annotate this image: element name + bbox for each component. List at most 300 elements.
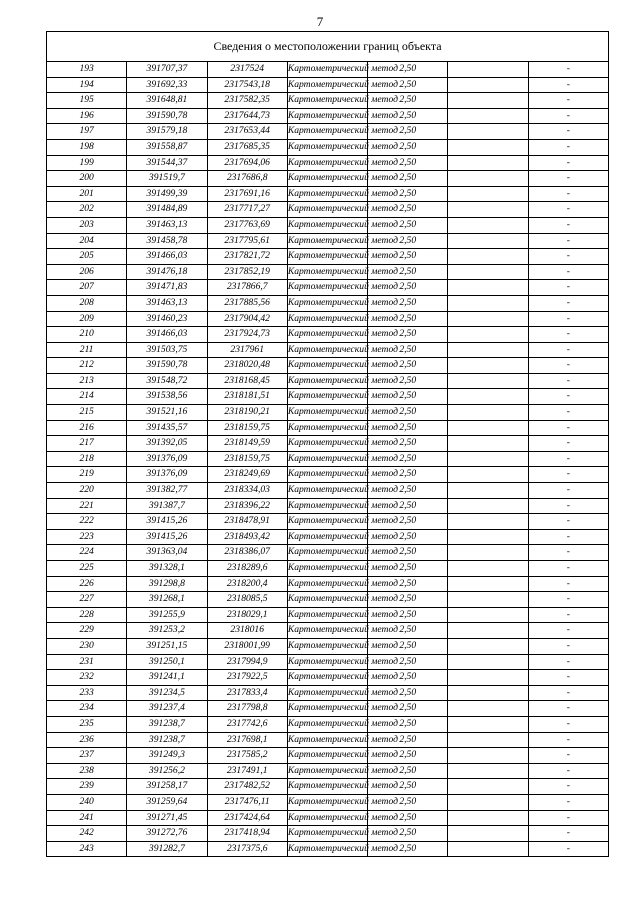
empty-cell (448, 732, 528, 748)
empty-cell (448, 529, 528, 545)
note-cell: - (528, 77, 608, 93)
x-coordinate-cell: 391376,09 (127, 467, 207, 483)
y-coordinate-cell: 2317585,2 (207, 748, 287, 764)
y-coordinate-cell: 2318249,69 (207, 467, 287, 483)
table-row (47, 467, 609, 483)
accuracy-cell: 2,50 (368, 405, 448, 421)
accuracy-cell: 2,50 (368, 826, 448, 842)
accuracy-cell: 2,50 (368, 342, 448, 358)
accuracy-cell: 2,50 (368, 763, 448, 779)
x-coordinate-cell: 391521,16 (127, 405, 207, 421)
point-number-cell: 209 (47, 311, 127, 327)
point-number-cell: 194 (47, 77, 127, 93)
x-coordinate-cell: 391249,3 (127, 748, 207, 764)
point-number-cell: 223 (47, 529, 127, 545)
point-number-cell: 232 (47, 670, 127, 686)
empty-cell (448, 358, 528, 374)
accuracy-cell: 2,50 (368, 545, 448, 561)
empty-cell (448, 451, 528, 467)
table-row (47, 295, 609, 311)
method-cell: Картометрический метод (287, 420, 367, 436)
note-cell: - (528, 233, 608, 249)
y-coordinate-cell: 2317375,6 (207, 841, 287, 857)
y-coordinate-cell: 2318020,48 (207, 358, 287, 374)
note-cell: - (528, 327, 608, 343)
point-number-cell: 215 (47, 405, 127, 421)
accuracy-cell: 2,50 (368, 716, 448, 732)
point-number-cell: 216 (47, 420, 127, 436)
note-cell: - (528, 592, 608, 608)
method-cell: Картометрический метод (287, 498, 367, 514)
method-cell: Картометрический метод (287, 529, 367, 545)
accuracy-cell: 2,50 (368, 280, 448, 296)
point-number-cell: 240 (47, 794, 127, 810)
y-coordinate-cell: 2317798,8 (207, 701, 287, 717)
point-number-cell: 233 (47, 685, 127, 701)
note-cell: - (528, 280, 608, 296)
point-number-cell: 242 (47, 826, 127, 842)
note-cell: - (528, 529, 608, 545)
accuracy-cell: 2,50 (368, 358, 448, 374)
x-coordinate-cell: 391590,78 (127, 358, 207, 374)
point-number-cell: 213 (47, 373, 127, 389)
method-cell: Картометрический метод (287, 249, 367, 265)
x-coordinate-cell: 391241,1 (127, 670, 207, 686)
y-coordinate-cell: 2318200,4 (207, 576, 287, 592)
y-coordinate-cell: 2317885,56 (207, 295, 287, 311)
accuracy-cell: 2,50 (368, 483, 448, 499)
point-number-cell: 236 (47, 732, 127, 748)
table-row (47, 217, 609, 233)
y-coordinate-cell: 2317698,1 (207, 732, 287, 748)
table-row (47, 436, 609, 452)
accuracy-cell: 2,50 (368, 77, 448, 93)
x-coordinate-cell: 391471,83 (127, 280, 207, 296)
y-coordinate-cell: 2317924,73 (207, 327, 287, 343)
method-cell: Картометрический метод (287, 217, 367, 233)
accuracy-cell: 2,50 (368, 93, 448, 109)
point-number-cell: 199 (47, 155, 127, 171)
accuracy-cell: 2,50 (368, 810, 448, 826)
empty-cell (448, 233, 528, 249)
x-coordinate-cell: 391548,72 (127, 373, 207, 389)
table-row (47, 389, 609, 405)
method-cell: Картометрический метод (287, 607, 367, 623)
method-cell: Картометрический метод (287, 841, 367, 857)
method-cell: Картометрический метод (287, 327, 367, 343)
point-number-cell: 203 (47, 217, 127, 233)
note-cell: - (528, 810, 608, 826)
accuracy-cell: 2,50 (368, 451, 448, 467)
note-cell: - (528, 436, 608, 452)
point-number-cell: 210 (47, 327, 127, 343)
accuracy-cell: 2,50 (368, 623, 448, 639)
empty-cell (448, 405, 528, 421)
table-row (47, 654, 609, 670)
y-coordinate-cell: 2317904,42 (207, 311, 287, 327)
note-cell: - (528, 358, 608, 374)
point-number-cell: 234 (47, 701, 127, 717)
empty-cell (448, 436, 528, 452)
empty-cell (448, 327, 528, 343)
y-coordinate-cell: 2317418,94 (207, 826, 287, 842)
accuracy-cell: 2,50 (368, 561, 448, 577)
table-row (47, 264, 609, 280)
table-title: Сведения о местоположении границ объекта (47, 32, 609, 62)
point-number-cell: 214 (47, 389, 127, 405)
method-cell: Картометрический метод (287, 794, 367, 810)
accuracy-cell: 2,50 (368, 295, 448, 311)
empty-cell (448, 498, 528, 514)
x-coordinate-cell: 391256,2 (127, 763, 207, 779)
x-coordinate-cell: 391268,1 (127, 592, 207, 608)
table-title-row (47, 32, 609, 62)
point-number-cell: 211 (47, 342, 127, 358)
y-coordinate-cell: 2317694,06 (207, 155, 287, 171)
table-row (47, 280, 609, 296)
y-coordinate-cell: 2318386,07 (207, 545, 287, 561)
y-coordinate-cell: 2318016 (207, 623, 287, 639)
accuracy-cell: 2,50 (368, 311, 448, 327)
note-cell: - (528, 171, 608, 187)
y-coordinate-cell: 2317821,72 (207, 249, 287, 265)
empty-cell (448, 373, 528, 389)
x-coordinate-cell: 391258,17 (127, 779, 207, 795)
empty-cell (448, 716, 528, 732)
y-coordinate-cell: 2317685,35 (207, 139, 287, 155)
method-cell: Картометрический метод (287, 373, 367, 389)
point-number-cell: 230 (47, 638, 127, 654)
point-number-cell: 227 (47, 592, 127, 608)
empty-cell (448, 264, 528, 280)
empty-cell (448, 295, 528, 311)
point-number-cell: 208 (47, 295, 127, 311)
x-coordinate-cell: 391692,33 (127, 77, 207, 93)
x-coordinate-cell: 391463,13 (127, 295, 207, 311)
note-cell: - (528, 342, 608, 358)
accuracy-cell: 2,50 (368, 576, 448, 592)
y-coordinate-cell: 2317691,16 (207, 186, 287, 202)
note-cell: - (528, 607, 608, 623)
table-row (47, 249, 609, 265)
x-coordinate-cell: 391382,77 (127, 483, 207, 499)
empty-cell (448, 794, 528, 810)
method-cell: Картометрический метод (287, 233, 367, 249)
note-cell: - (528, 202, 608, 218)
method-cell: Картометрический метод (287, 810, 367, 826)
empty-cell (448, 420, 528, 436)
y-coordinate-cell: 2318478,91 (207, 514, 287, 530)
table-row (47, 311, 609, 327)
point-number-cell: 224 (47, 545, 127, 561)
y-coordinate-cell: 2318334,03 (207, 483, 287, 499)
accuracy-cell: 2,50 (368, 654, 448, 670)
empty-cell (448, 77, 528, 93)
method-cell: Картометрический метод (287, 685, 367, 701)
empty-cell (448, 467, 528, 483)
note-cell: - (528, 124, 608, 140)
accuracy-cell: 2,50 (368, 732, 448, 748)
point-number-cell: 202 (47, 202, 127, 218)
table-row (47, 685, 609, 701)
y-coordinate-cell: 2318396,22 (207, 498, 287, 514)
x-coordinate-cell: 391392,05 (127, 436, 207, 452)
empty-cell (448, 670, 528, 686)
note-cell: - (528, 685, 608, 701)
empty-cell (448, 311, 528, 327)
table-row (47, 545, 609, 561)
point-number-cell: 239 (47, 779, 127, 795)
empty-cell (448, 654, 528, 670)
empty-cell (448, 93, 528, 109)
accuracy-cell: 2,50 (368, 108, 448, 124)
x-coordinate-cell: 391466,03 (127, 327, 207, 343)
y-coordinate-cell: 2318159,75 (207, 420, 287, 436)
method-cell: Картометрический метод (287, 295, 367, 311)
table-row (47, 124, 609, 140)
note-cell: - (528, 420, 608, 436)
empty-cell (448, 561, 528, 577)
accuracy-cell: 2,50 (368, 155, 448, 171)
table-row (47, 186, 609, 202)
table-row (47, 670, 609, 686)
note-cell: - (528, 62, 608, 78)
note-cell: - (528, 748, 608, 764)
table-row (47, 607, 609, 623)
x-coordinate-cell: 391415,26 (127, 514, 207, 530)
accuracy-cell: 2,50 (368, 202, 448, 218)
y-coordinate-cell: 2318181,51 (207, 389, 287, 405)
table-row (47, 794, 609, 810)
y-coordinate-cell: 2317961 (207, 342, 287, 358)
method-cell: Картометрический метод (287, 436, 367, 452)
y-coordinate-cell: 2317476,11 (207, 794, 287, 810)
point-number-cell: 205 (47, 249, 127, 265)
table-row (47, 358, 609, 374)
table-row (47, 732, 609, 748)
y-coordinate-cell: 2318289,6 (207, 561, 287, 577)
x-coordinate-cell: 391466,03 (127, 249, 207, 265)
method-cell: Картометрический метод (287, 93, 367, 109)
table-row (47, 93, 609, 109)
accuracy-cell: 2,50 (368, 685, 448, 701)
note-cell: - (528, 561, 608, 577)
x-coordinate-cell: 391376,09 (127, 451, 207, 467)
note-cell: - (528, 545, 608, 561)
method-cell: Картометрический метод (287, 280, 367, 296)
point-number-cell: 241 (47, 810, 127, 826)
x-coordinate-cell: 391519,7 (127, 171, 207, 187)
point-number-cell: 207 (47, 280, 127, 296)
table-row (47, 748, 609, 764)
x-coordinate-cell: 391460,23 (127, 311, 207, 327)
accuracy-cell: 2,50 (368, 139, 448, 155)
method-cell: Картометрический метод (287, 139, 367, 155)
table-row (47, 561, 609, 577)
method-cell: Картометрический метод (287, 311, 367, 327)
x-coordinate-cell: 391282,7 (127, 841, 207, 857)
y-coordinate-cell: 2317582,35 (207, 93, 287, 109)
x-coordinate-cell: 391272,76 (127, 826, 207, 842)
table-row (47, 529, 609, 545)
y-coordinate-cell: 2317424,64 (207, 810, 287, 826)
method-cell: Картометрический метод (287, 77, 367, 93)
table-row (47, 498, 609, 514)
x-coordinate-cell: 391435,57 (127, 420, 207, 436)
table-row (47, 701, 609, 717)
method-cell: Картометрический метод (287, 171, 367, 187)
accuracy-cell: 2,50 (368, 607, 448, 623)
empty-cell (448, 607, 528, 623)
method-cell: Картометрический метод (287, 467, 367, 483)
note-cell: - (528, 779, 608, 795)
accuracy-cell: 2,50 (368, 249, 448, 265)
note-cell: - (528, 670, 608, 686)
accuracy-cell: 2,50 (368, 186, 448, 202)
x-coordinate-cell: 391250,1 (127, 654, 207, 670)
table-row (47, 779, 609, 795)
point-number-cell: 221 (47, 498, 127, 514)
point-number-cell: 231 (47, 654, 127, 670)
page-number: 7 (316, 14, 324, 29)
table-row (47, 405, 609, 421)
table-row (47, 62, 609, 78)
method-cell: Картометрический метод (287, 62, 367, 78)
note-cell: - (528, 108, 608, 124)
y-coordinate-cell: 2318149,59 (207, 436, 287, 452)
method-cell: Картометрический метод (287, 514, 367, 530)
note-cell: - (528, 93, 608, 109)
point-number-cell: 228 (47, 607, 127, 623)
note-cell: - (528, 249, 608, 265)
method-cell: Картометрический метод (287, 483, 367, 499)
y-coordinate-cell: 2318159,75 (207, 451, 287, 467)
y-coordinate-cell: 2317922,5 (207, 670, 287, 686)
accuracy-cell: 2,50 (368, 529, 448, 545)
table-row (47, 139, 609, 155)
point-number-cell: 229 (47, 623, 127, 639)
method-cell: Картометрический метод (287, 826, 367, 842)
method-cell: Картометрический метод (287, 389, 367, 405)
accuracy-cell: 2,50 (368, 264, 448, 280)
x-coordinate-cell: 391484,89 (127, 202, 207, 218)
note-cell: - (528, 763, 608, 779)
method-cell: Картометрический метод (287, 451, 367, 467)
method-cell: Картометрический метод (287, 342, 367, 358)
method-cell: Картометрический метод (287, 779, 367, 795)
x-coordinate-cell: 391234,5 (127, 685, 207, 701)
y-coordinate-cell: 2317482,52 (207, 779, 287, 795)
y-coordinate-cell: 2317491,1 (207, 763, 287, 779)
accuracy-cell: 2,50 (368, 701, 448, 717)
empty-cell (448, 638, 528, 654)
y-coordinate-cell: 2317763,69 (207, 217, 287, 233)
accuracy-cell: 2,50 (368, 841, 448, 857)
y-coordinate-cell: 2317644,73 (207, 108, 287, 124)
table-row (47, 77, 609, 93)
empty-cell (448, 155, 528, 171)
method-cell: Картометрический метод (287, 716, 367, 732)
x-coordinate-cell: 391579,18 (127, 124, 207, 140)
point-number-cell: 195 (47, 93, 127, 109)
accuracy-cell: 2,50 (368, 233, 448, 249)
method-cell: Картометрический метод (287, 576, 367, 592)
note-cell: - (528, 483, 608, 499)
accuracy-cell: 2,50 (368, 171, 448, 187)
note-cell: - (528, 841, 608, 857)
table-row (47, 638, 609, 654)
empty-cell (448, 810, 528, 826)
table-row (47, 841, 609, 857)
method-cell: Картометрический метод (287, 763, 367, 779)
y-coordinate-cell: 2318168,45 (207, 373, 287, 389)
point-number-cell: 193 (47, 62, 127, 78)
accuracy-cell: 2,50 (368, 514, 448, 530)
accuracy-cell: 2,50 (368, 389, 448, 405)
accuracy-cell: 2,50 (368, 467, 448, 483)
y-coordinate-cell: 2318029,1 (207, 607, 287, 623)
x-coordinate-cell: 391415,26 (127, 529, 207, 545)
point-number-cell: 238 (47, 763, 127, 779)
empty-cell (448, 748, 528, 764)
table-row (47, 233, 609, 249)
empty-cell (448, 763, 528, 779)
x-coordinate-cell: 391707,37 (127, 62, 207, 78)
point-number-cell: 198 (47, 139, 127, 155)
x-coordinate-cell: 391387,7 (127, 498, 207, 514)
accuracy-cell: 2,50 (368, 436, 448, 452)
accuracy-cell: 2,50 (368, 327, 448, 343)
y-coordinate-cell: 2317852,19 (207, 264, 287, 280)
x-coordinate-cell: 391271,45 (127, 810, 207, 826)
point-number-cell: 204 (47, 233, 127, 249)
method-cell: Картометрический метод (287, 654, 367, 670)
method-cell: Картометрический метод (287, 545, 367, 561)
accuracy-cell: 2,50 (368, 794, 448, 810)
point-number-cell: 225 (47, 561, 127, 577)
empty-cell (448, 280, 528, 296)
table-row (47, 202, 609, 218)
note-cell: - (528, 701, 608, 717)
y-coordinate-cell: 2317524 (207, 62, 287, 78)
table-row (47, 763, 609, 779)
empty-cell (448, 186, 528, 202)
note-cell: - (528, 373, 608, 389)
table-row (47, 420, 609, 436)
y-coordinate-cell: 2317742,6 (207, 716, 287, 732)
table-row (47, 810, 609, 826)
note-cell: - (528, 716, 608, 732)
empty-cell (448, 217, 528, 233)
y-coordinate-cell: 2317686,8 (207, 171, 287, 187)
y-coordinate-cell: 2318190,21 (207, 405, 287, 421)
note-cell: - (528, 217, 608, 233)
point-number-cell: 217 (47, 436, 127, 452)
empty-cell (448, 826, 528, 842)
point-number-cell: 219 (47, 467, 127, 483)
table-row (47, 171, 609, 187)
x-coordinate-cell: 391499,39 (127, 186, 207, 202)
table-row (47, 592, 609, 608)
method-cell: Картометрический метод (287, 124, 367, 140)
y-coordinate-cell: 2318493,42 (207, 529, 287, 545)
accuracy-cell: 2,50 (368, 217, 448, 233)
y-coordinate-cell: 2318085,5 (207, 592, 287, 608)
note-cell: - (528, 623, 608, 639)
method-cell: Картометрический метод (287, 748, 367, 764)
empty-cell (448, 779, 528, 795)
empty-cell (448, 108, 528, 124)
